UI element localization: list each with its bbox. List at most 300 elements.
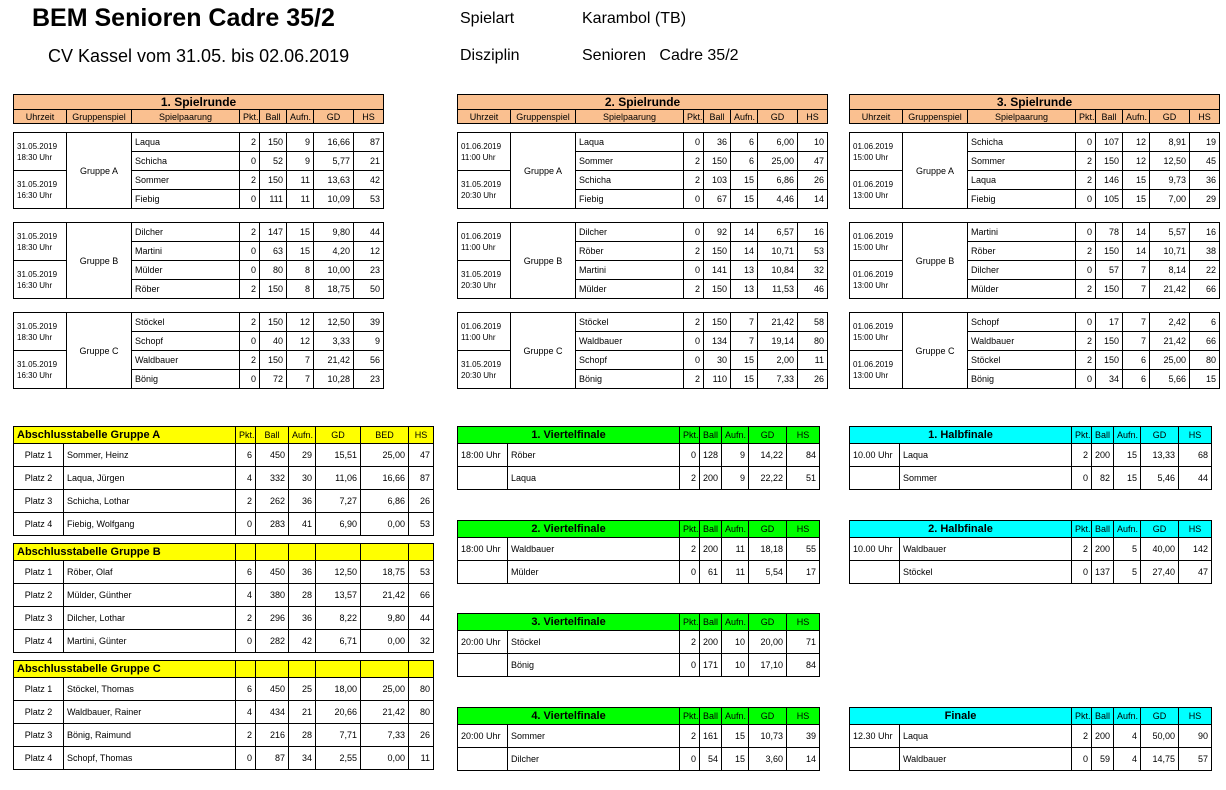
stat-cell: 9,80: [361, 607, 409, 630]
ko-title: 4. Viertelfinale: [458, 708, 680, 725]
ko-title: 2. Halbfinale: [850, 521, 1072, 538]
stat-cell: 150: [1096, 242, 1123, 261]
stat-cell: 13: [731, 280, 758, 299]
ko-match-table: [849, 520, 1212, 584]
stat-cell: 53: [409, 561, 434, 584]
standings-title: Abschlusstabelle Gruppe B: [14, 544, 236, 561]
stat-cell: 450: [256, 678, 289, 701]
stat-cell: 2: [680, 631, 700, 654]
rank-cell: Platz 1: [14, 678, 64, 701]
column-header: Ball: [1092, 708, 1114, 725]
stat-cell: 14: [787, 748, 820, 771]
stat-cell: 13,33: [1141, 444, 1179, 467]
stat-cell: 34: [289, 747, 316, 770]
table-row: [850, 133, 1220, 152]
stat-cell: 2: [236, 490, 256, 513]
column-header: BED: [361, 427, 409, 444]
stat-cell: 2: [240, 313, 260, 332]
match-time: 31.05.2019 20:30 Uhr: [458, 171, 511, 209]
player-name: Waldbauer: [968, 332, 1076, 351]
match-time: 31.05.2019 20:30 Uhr: [458, 351, 511, 389]
column-header: Pkt.: [684, 110, 704, 124]
standings-table: [13, 426, 434, 536]
stat-cell: 16: [798, 223, 828, 242]
group-name: Gruppe A: [511, 133, 576, 209]
ko-title: Finale: [850, 708, 1072, 725]
stat-cell: 2: [1076, 242, 1096, 261]
group-match-table: [13, 222, 384, 299]
stat-cell: 2: [684, 152, 704, 171]
stat-cell: 142: [1179, 538, 1212, 561]
stat-cell: 17: [787, 561, 820, 584]
stat-cell: 9: [287, 152, 314, 171]
stat-cell: 68: [1179, 444, 1212, 467]
column-header: Aufn.: [289, 427, 316, 444]
player-name: Fiebig: [968, 190, 1076, 209]
match-time: 01.06.2019 15:00 Uhr: [850, 133, 903, 171]
match-time: 31.05.2019 20:30 Uhr: [458, 261, 511, 299]
stat-cell: 0: [240, 261, 260, 280]
column-header: [236, 661, 256, 678]
stat-cell: 2: [240, 171, 260, 190]
stat-cell: 4,20: [314, 242, 354, 261]
column-header: Uhrzeit: [458, 110, 511, 124]
table-row: [458, 223, 828, 242]
stat-cell: 4: [1114, 748, 1141, 771]
table-row: [14, 223, 384, 242]
stat-cell: 6: [236, 444, 256, 467]
player-name: Sommer: [508, 725, 680, 748]
stat-cell: 7,33: [361, 724, 409, 747]
stat-cell: 21,42: [314, 351, 354, 370]
match-time: 18:00 Uhr: [458, 538, 508, 561]
stat-cell: 0: [236, 513, 256, 536]
stat-cell: 7: [287, 370, 314, 389]
table-row: [14, 467, 434, 490]
player-name: Stöckel, Thomas: [64, 678, 236, 701]
stat-cell: 9,80: [314, 223, 354, 242]
player-name: Laqua: [900, 444, 1072, 467]
stat-cell: 6,86: [758, 171, 798, 190]
column-header: Ball: [700, 708, 722, 725]
stat-cell: 0: [1076, 261, 1096, 280]
column-header: Pkt.: [680, 708, 700, 725]
stat-cell: 21: [354, 152, 384, 171]
stat-cell: 82: [1092, 467, 1114, 490]
stat-cell: 5: [1114, 538, 1141, 561]
standings-table: [13, 543, 434, 653]
stat-cell: 21,42: [361, 584, 409, 607]
stat-cell: 0: [680, 748, 700, 771]
stat-cell: 0,00: [361, 630, 409, 653]
stat-cell: 21,42: [1150, 332, 1190, 351]
table-row: [850, 748, 1212, 771]
stat-cell: 0: [240, 332, 260, 351]
stat-cell: 80: [260, 261, 287, 280]
rank-cell: Platz 3: [14, 724, 64, 747]
stat-cell: 7,00: [1150, 190, 1190, 209]
player-name: Waldbauer: [132, 351, 240, 370]
stat-cell: 10: [722, 654, 749, 677]
column-header: Ball: [260, 110, 287, 124]
stat-cell: 141: [704, 261, 731, 280]
match-time: 18:00 Uhr: [458, 444, 508, 467]
stat-cell: 2: [240, 351, 260, 370]
table-row: [14, 630, 434, 653]
stat-cell: 0: [684, 133, 704, 152]
stat-cell: 2: [1076, 171, 1096, 190]
rank-cell: Platz 2: [14, 467, 64, 490]
stat-cell: 4: [1114, 725, 1141, 748]
stat-cell: 12: [1123, 152, 1150, 171]
stat-cell: 7: [731, 313, 758, 332]
stat-cell: 15: [722, 748, 749, 771]
stat-cell: 12: [287, 313, 314, 332]
rank-cell: Platz 1: [14, 444, 64, 467]
table-row: [850, 444, 1212, 467]
stat-cell: 2,00: [758, 351, 798, 370]
stat-cell: 7: [1123, 280, 1150, 299]
stat-cell: 434: [256, 701, 289, 724]
player-name: Dilcher: [132, 223, 240, 242]
stat-cell: 18,75: [361, 561, 409, 584]
table-row: [458, 538, 820, 561]
group-match-table: [849, 222, 1220, 299]
stat-cell: 2: [684, 171, 704, 190]
stat-cell: 16,66: [314, 133, 354, 152]
column-header: GD: [1141, 521, 1179, 538]
column-header: GD: [749, 614, 787, 631]
stat-cell: 25: [289, 678, 316, 701]
match-time: 01.06.2019 11:00 Uhr: [458, 313, 511, 351]
column-header: Ball: [1092, 427, 1114, 444]
stat-cell: 80: [409, 701, 434, 724]
stat-cell: 92: [704, 223, 731, 242]
column-header: GD: [314, 110, 354, 124]
match-time: 31.05.2019 18:30 Uhr: [14, 313, 67, 351]
table-row: [458, 133, 828, 152]
column-header: Aufn.: [1114, 708, 1141, 725]
column-header: HS: [354, 110, 384, 124]
round-title: 1. Spielrunde: [14, 95, 384, 110]
stat-cell: 23: [354, 261, 384, 280]
stat-cell: 6,86: [361, 490, 409, 513]
group-name: Gruppe C: [903, 313, 968, 389]
player-name: Martini, Günter: [64, 630, 236, 653]
stat-cell: 4: [236, 467, 256, 490]
stat-cell: 6: [1190, 313, 1220, 332]
stat-cell: 150: [260, 280, 287, 299]
player-name: Röber: [508, 444, 680, 467]
stat-cell: 0: [1072, 467, 1092, 490]
stat-cell: 11,53: [758, 280, 798, 299]
stat-cell: 16,66: [361, 467, 409, 490]
player-name: Schopf: [576, 351, 684, 370]
stat-cell: 6: [236, 561, 256, 584]
stat-cell: 59: [1092, 748, 1114, 771]
stat-cell: 80: [798, 332, 828, 351]
column-header: [289, 544, 316, 561]
stat-cell: 53: [354, 190, 384, 209]
stat-cell: 66: [1190, 332, 1220, 351]
stat-cell: 8: [287, 280, 314, 299]
player-name: Röber: [968, 242, 1076, 261]
stat-cell: 26: [798, 370, 828, 389]
match-time: 01.06.2019 15:00 Uhr: [850, 223, 903, 261]
stat-cell: 0: [240, 190, 260, 209]
stat-cell: 12: [287, 332, 314, 351]
player-name: Laqua: [132, 133, 240, 152]
disziplin-label: Disziplin: [460, 47, 520, 64]
match-time: 20:00 Uhr: [458, 725, 508, 748]
stat-cell: 200: [700, 538, 722, 561]
player-name: Fiebig: [132, 190, 240, 209]
stat-cell: 28: [289, 724, 316, 747]
stat-cell: 23: [354, 370, 384, 389]
spielart-label: Spielart: [460, 10, 515, 27]
stat-cell: 2: [1072, 444, 1092, 467]
column-header: Aufn.: [1114, 521, 1141, 538]
stat-cell: 11: [409, 747, 434, 770]
stat-cell: 7: [1123, 332, 1150, 351]
player-name: Dilcher, Lothar: [64, 607, 236, 630]
player-name: Dilcher: [576, 223, 684, 242]
match-time: 01.06.2019 11:00 Uhr: [458, 133, 511, 171]
player-name: Stöckel: [968, 351, 1076, 370]
stat-cell: 87: [409, 467, 434, 490]
table-row: [458, 725, 820, 748]
stat-cell: 12,50: [1150, 152, 1190, 171]
spielart-value: Karambol (TB): [582, 10, 687, 27]
stat-cell: 150: [260, 171, 287, 190]
stat-cell: 87: [256, 747, 289, 770]
stat-cell: 2: [240, 223, 260, 242]
stat-cell: 44: [409, 607, 434, 630]
stat-cell: 6: [731, 152, 758, 171]
stat-cell: 0: [240, 152, 260, 171]
stat-cell: 282: [256, 630, 289, 653]
rank-cell: Platz 1: [14, 561, 64, 584]
column-header: GD: [1141, 708, 1179, 725]
stat-cell: 6: [1123, 370, 1150, 389]
stat-cell: 44: [1179, 467, 1212, 490]
ko-title: 2. Viertelfinale: [458, 521, 680, 538]
player-name: Schicha, Lothar: [64, 490, 236, 513]
stat-cell: 90: [1179, 725, 1212, 748]
round-title: 3. Spielrunde: [850, 95, 1220, 110]
column-header: Pkt.: [680, 614, 700, 631]
stat-cell: 30: [289, 467, 316, 490]
stat-cell: 200: [700, 467, 722, 490]
stat-cell: 78: [1096, 223, 1123, 242]
column-header: Aufn.: [1114, 427, 1141, 444]
stat-cell: 12: [1123, 133, 1150, 152]
stat-cell: 0: [240, 370, 260, 389]
player-name: Stöckel: [576, 313, 684, 332]
stat-cell: 2: [680, 467, 700, 490]
ko-title: 1. Halbfinale: [850, 427, 1072, 444]
stat-cell: 20,66: [316, 701, 361, 724]
column-header: Pkt.: [1072, 427, 1092, 444]
stat-cell: 0: [684, 223, 704, 242]
stat-cell: 30: [704, 351, 731, 370]
stat-cell: 47: [798, 152, 828, 171]
stat-cell: 19: [1190, 133, 1220, 152]
stat-cell: 150: [704, 313, 731, 332]
stat-cell: 0: [236, 747, 256, 770]
table-row: [850, 467, 1212, 490]
stat-cell: 200: [700, 631, 722, 654]
player-name: Stöckel: [132, 313, 240, 332]
stat-cell: 15: [1114, 444, 1141, 467]
player-name: Mülder, Günther: [64, 584, 236, 607]
stat-cell: 450: [256, 561, 289, 584]
player-name: Martini: [132, 242, 240, 261]
column-header: Pkt.: [236, 427, 256, 444]
stat-cell: 12,50: [316, 561, 361, 584]
disziplin-value: Senioren Cadre 35/2: [582, 47, 739, 64]
column-header: Pkt.: [240, 110, 260, 124]
stat-cell: 6: [1123, 351, 1150, 370]
round-header-table: [13, 94, 384, 124]
column-header: Pkt.: [680, 427, 700, 444]
player-name: Laqua: [576, 133, 684, 152]
column-header: Aufn.: [731, 110, 758, 124]
stat-cell: 41: [289, 513, 316, 536]
stat-cell: 3,60: [749, 748, 787, 771]
stat-cell: 134: [704, 332, 731, 351]
stat-cell: 150: [1096, 351, 1123, 370]
stat-cell: 0: [1072, 561, 1092, 584]
group-name: Gruppe A: [903, 133, 968, 209]
column-header: Aufn.: [722, 614, 749, 631]
player-name: Röber, Olaf: [64, 561, 236, 584]
stat-cell: 14,22: [749, 444, 787, 467]
stat-cell: 2: [240, 133, 260, 152]
player-name: Mülder: [508, 561, 680, 584]
player-name: Sommer: [576, 152, 684, 171]
stat-cell: 0: [684, 261, 704, 280]
player-name: Waldbauer: [900, 748, 1072, 771]
stat-cell: 150: [704, 280, 731, 299]
player-name: Waldbauer: [576, 332, 684, 351]
stat-cell: 7,33: [758, 370, 798, 389]
column-header: Ball: [1092, 521, 1114, 538]
standings-table: [13, 660, 434, 770]
stat-cell: 9: [722, 444, 749, 467]
table-row: [14, 444, 434, 467]
stat-cell: 39: [354, 313, 384, 332]
stat-cell: 6,71: [316, 630, 361, 653]
column-header: HS: [787, 521, 820, 538]
table-row: [458, 467, 820, 490]
column-header: [316, 544, 361, 561]
column-header: Pkt.: [680, 521, 700, 538]
stat-cell: 161: [700, 725, 722, 748]
stat-cell: 2: [684, 370, 704, 389]
group-match-table: [13, 312, 384, 389]
column-header: Aufn.: [287, 110, 314, 124]
stat-cell: 19,14: [758, 332, 798, 351]
stat-cell: 63: [260, 242, 287, 261]
table-row: [458, 561, 820, 584]
group-match-table: [457, 312, 828, 389]
group-name: Gruppe A: [67, 133, 132, 209]
stat-cell: 200: [1092, 444, 1114, 467]
column-header: Ball: [700, 427, 722, 444]
match-time: [458, 561, 508, 584]
stat-cell: 110: [704, 370, 731, 389]
match-time: 01.06.2019 15:00 Uhr: [850, 313, 903, 351]
column-header: HS: [787, 427, 820, 444]
stat-cell: 15: [1114, 467, 1141, 490]
column-header: HS: [1179, 708, 1212, 725]
column-header: Uhrzeit: [850, 110, 903, 124]
player-name: Mülder: [132, 261, 240, 280]
stat-cell: 10,84: [758, 261, 798, 280]
stat-cell: 200: [1092, 538, 1114, 561]
player-name: Schopf: [132, 332, 240, 351]
stat-cell: 105: [1096, 190, 1123, 209]
stat-cell: 137: [1092, 561, 1114, 584]
stat-cell: 0: [1072, 748, 1092, 771]
stat-cell: 2: [240, 280, 260, 299]
ko-match-table: [457, 520, 820, 584]
group-match-table: [849, 312, 1220, 389]
ko-match-table: [457, 613, 820, 677]
stat-cell: 6,57: [758, 223, 798, 242]
match-time: [850, 748, 900, 771]
stat-cell: 2: [1076, 332, 1096, 351]
table-row: [14, 561, 434, 584]
stat-cell: 36: [704, 133, 731, 152]
stat-cell: 11: [287, 190, 314, 209]
match-time: [850, 561, 900, 584]
stat-cell: 61: [700, 561, 722, 584]
stat-cell: 10,09: [314, 190, 354, 209]
match-time: [458, 467, 508, 490]
table-row: [850, 313, 1220, 332]
player-name: Waldbauer: [508, 538, 680, 561]
stat-cell: 32: [798, 261, 828, 280]
column-header: Ball: [700, 521, 722, 538]
player-name: Sommer: [132, 171, 240, 190]
round-header-table: [849, 94, 1220, 124]
stat-cell: 28: [289, 584, 316, 607]
column-header: [361, 661, 409, 678]
stat-cell: 7: [287, 351, 314, 370]
table-row: [14, 701, 434, 724]
stat-cell: 50: [354, 280, 384, 299]
ko-title: 1. Viertelfinale: [458, 427, 680, 444]
stat-cell: 58: [798, 313, 828, 332]
stat-cell: 0: [1076, 223, 1096, 242]
table-row: [14, 513, 434, 536]
stat-cell: 0: [684, 351, 704, 370]
stat-cell: 36: [289, 607, 316, 630]
stat-cell: 22: [1190, 261, 1220, 280]
match-time: 10.00 Uhr: [850, 444, 900, 467]
stat-cell: 2: [684, 313, 704, 332]
column-header: Ball: [704, 110, 731, 124]
stat-cell: 5,77: [314, 152, 354, 171]
column-header: Aufn.: [722, 521, 749, 538]
stat-cell: 6,90: [316, 513, 361, 536]
column-header: Gruppenspiel: [67, 110, 132, 124]
stat-cell: 15: [731, 190, 758, 209]
stat-cell: 332: [256, 467, 289, 490]
stat-cell: 25,00: [361, 444, 409, 467]
